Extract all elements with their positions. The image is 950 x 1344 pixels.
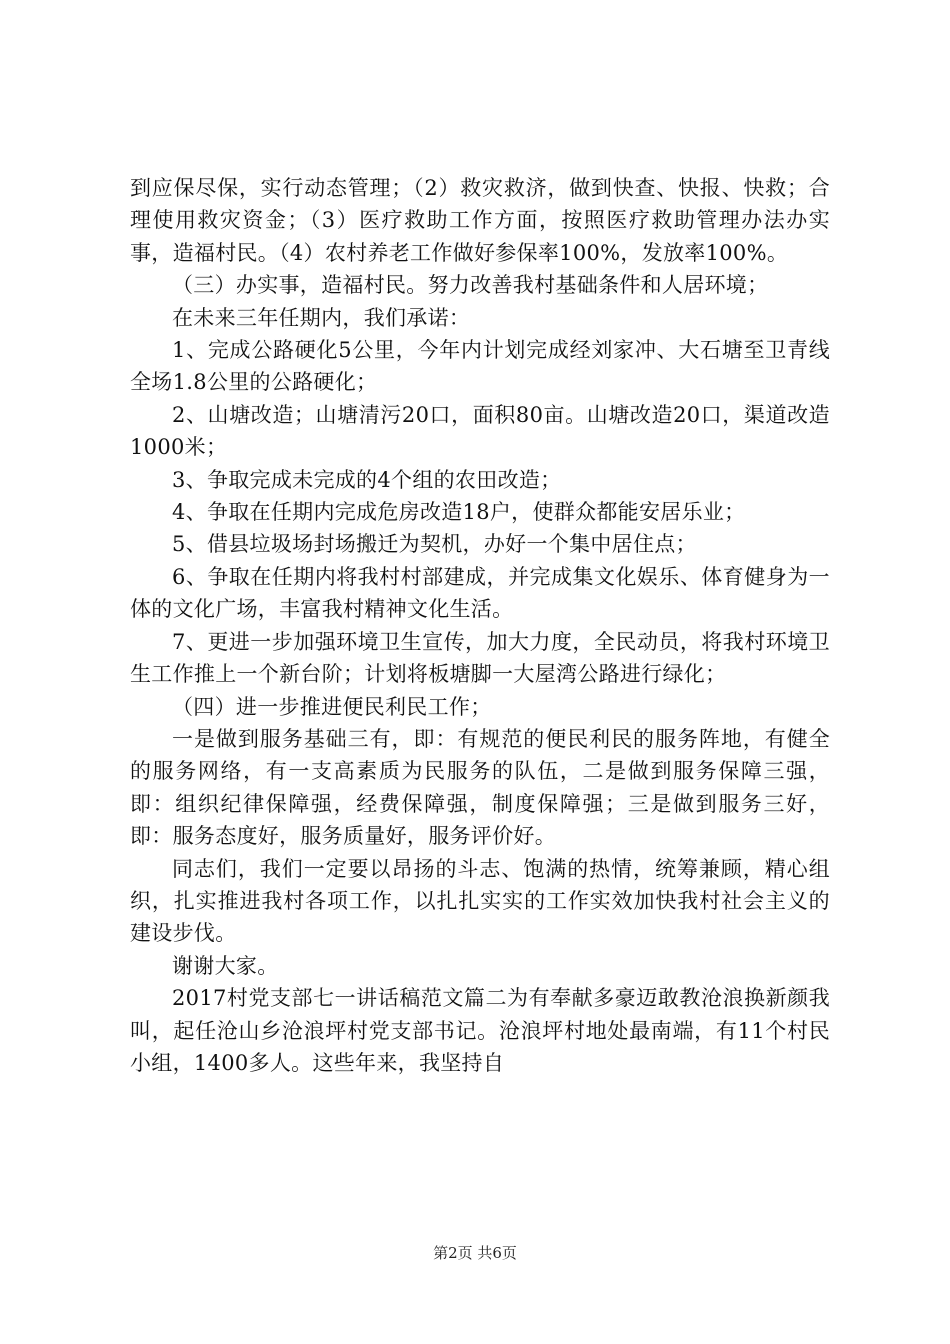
document-body [130,172,830,1079]
paragraph-commitment-intro: 在未来三年任期内，我们承诺： [172,305,471,330]
paragraph-article-two-start: 2017村党支部七一讲话稿范文篇二为有奉献多豪迈敢教沧浪换新颜我叫，起任沧山乡沧浪坪村党支部书记。沧浪坪村地处最南端，有11个村民小组，1400多人。这些年来，我坚持自 [130,986,830,1075]
paragraph-item-7: 7、更进一步加强环境卫生宣传，加大力度，全民动员，将我村环境卫生工作推上一个新台阶；计划将板塘脚一大屋湾公路进行绿化； [130,629,830,687]
paragraph-item-2: 2、山塘改造；山塘清污20口，面积80亩。山塘改造20口，渠道改造1000米； [130,402,830,460]
paragraph-thanks: 谢谢大家。 [172,953,279,978]
paragraph-section-three-heading: （三）办实事，造福村民。努力改善我村基础条件和人居环境； [172,273,769,298]
paragraph-item-5: 5、借县垃圾场封场搬迁为契机，办好一个集中居住点； [172,532,697,557]
paragraph-item-4: 4、争取在任期内完成危房改造18户，使群众都能安居乐业； [172,500,746,525]
paragraph-item-1: 1、完成公路硬化5公里，今年内计划完成经刘家冲、大石塘至卫青线全场1.8公里的公路硬化； [130,338,830,395]
paragraph-service-work: 一是做到服务基础三有，即：有规范的便民利民的服务阵地，有健全的服务网络，有一支高素质为民服务的队伍，二是做到服务保障三强，即：组织纪律保障强，经费保障强，制度保障强；三是做到服务三好，即：服务态度好，服务质量好，服务评价好。 [130,726,830,849]
paragraph-item-3: 3、争取完成未完成的4个组的农田改造； [172,467,562,492]
page-footer: 第2页 共6页 [433,1244,517,1262]
paragraph-section-four-heading: （四）进一步推进便民利民工作； [172,694,492,719]
paragraph-closing-call: 同志们，我们一定要以昂扬的斗志、饱满的热情，统筹兼顾，精心组织，扎实推进我村各项工作，以扎扎实实的工作实效加快我村社会主义的建设步伐。 [130,856,830,946]
paragraph-item-6: 6、争取在任期内将我村村部建成，并完成集文化娱乐、体育健身为一体的文化广场，丰富我村精神文化生活。 [130,564,830,622]
paragraph-continuation: 到应保尽保，实行动态管理；（2）救灾救济，做到快查、快报、快救；合理使用救灾资金；（3）医疗救助工作方面，按照医疗救助管理办法办实事，造福村民。（4）农村养老工作做好参保率100%，发放率100%。 [130,176,830,265]
